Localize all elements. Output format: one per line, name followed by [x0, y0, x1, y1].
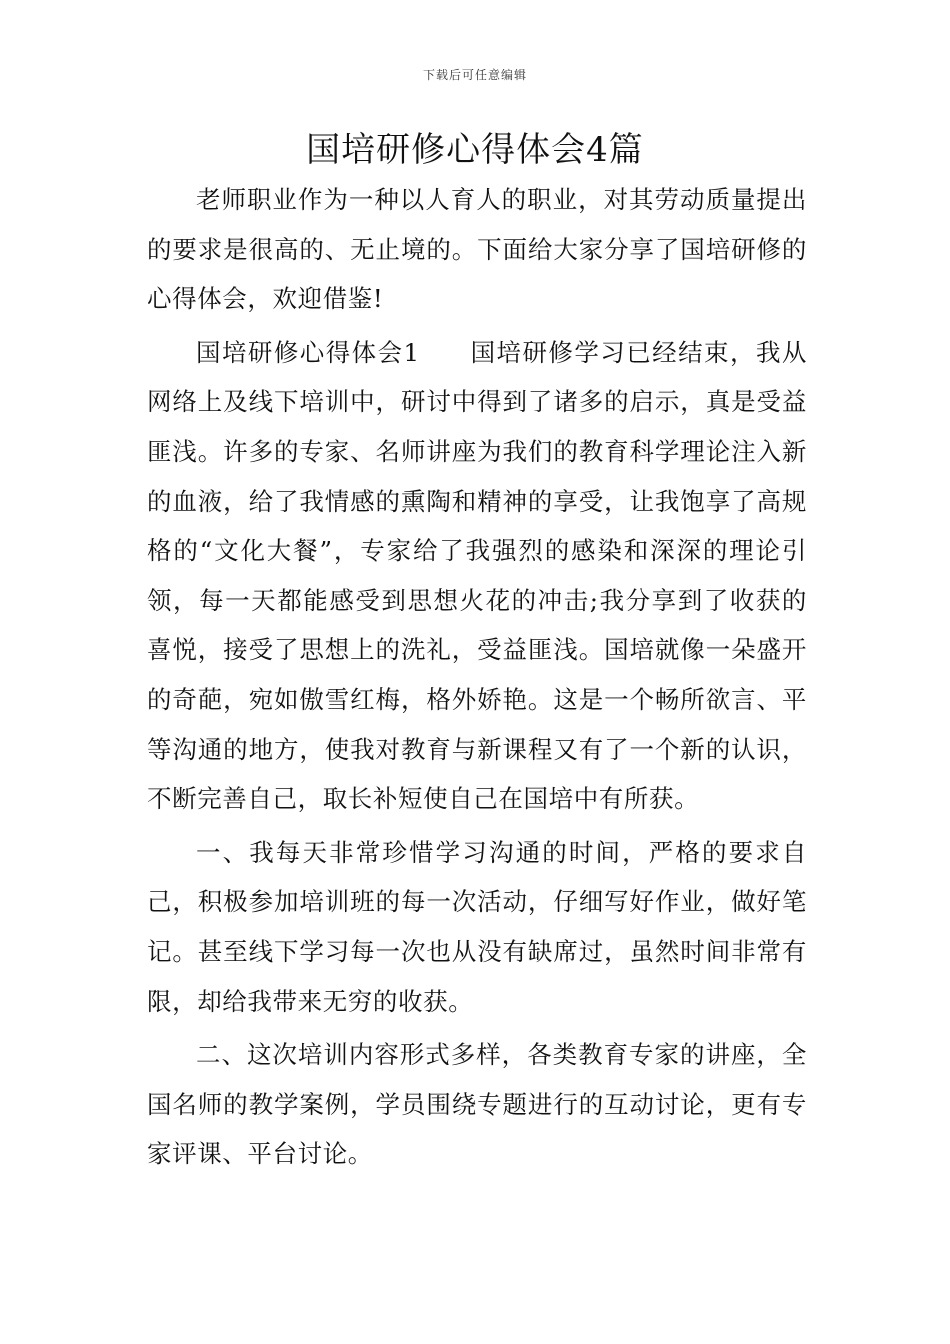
section1-paragraph: [147, 328, 807, 824]
section1-body: 国培研修学习已经结束，我从网络上及线下培训中，研讨中得到了诸多的启示，真是受益匪浅。许多的专家、名师讲座为我们的教育科学理论注入新的血液，给了我情感的熏陶和精神的享受，让我饱享了高规格的“文化大餐”，专家给了我强烈的感染和深深的理论引领，每一天都能感受到思想火花的冲击;我分享到了收获的喜悦，接受了思想上的洗礼，受益匪浅。国培就像一朵盛开的奇葩，宛如傲雪红梅，格外娇艳。这是一个畅所欲言、平等沟通的地方，使我对教育与新课程又有了一个新的认识，不断完善自己，取长补短使自己在国培中有所获。: [147, 337, 807, 814]
intro-paragraph: 老师职业作为一种以人育人的职业，对其劳动质量提出的要求是很高的、无止境的。下面给大家分享了国培研修的心得体会，欢迎借鉴!: [147, 185, 807, 314]
point1-paragraph: 一、我每天非常珍惜学习沟通的时间，严格的要求自己，积极参加培训班的每一次活动，仔细写好作业，做好笔记。甚至线下学习每一次也从没有缺席过，虽然时间非常有限，却给我带来无穷的收获。: [147, 837, 807, 1016]
document-body: [147, 175, 807, 1179]
section1-heading: 国培研修心得体会1: [196, 337, 420, 367]
header-note: 下载后可任意编辑: [422, 68, 527, 82]
document-title: 国培研修心得体会4篇: [306, 130, 644, 170]
point2-paragraph: 二、这次培训内容形式多样，各类教育专家的讲座，全国名师的教学案例，学员围绕专题进行的互动讨论，更有专家评课、平台讨论。: [147, 1040, 807, 1169]
